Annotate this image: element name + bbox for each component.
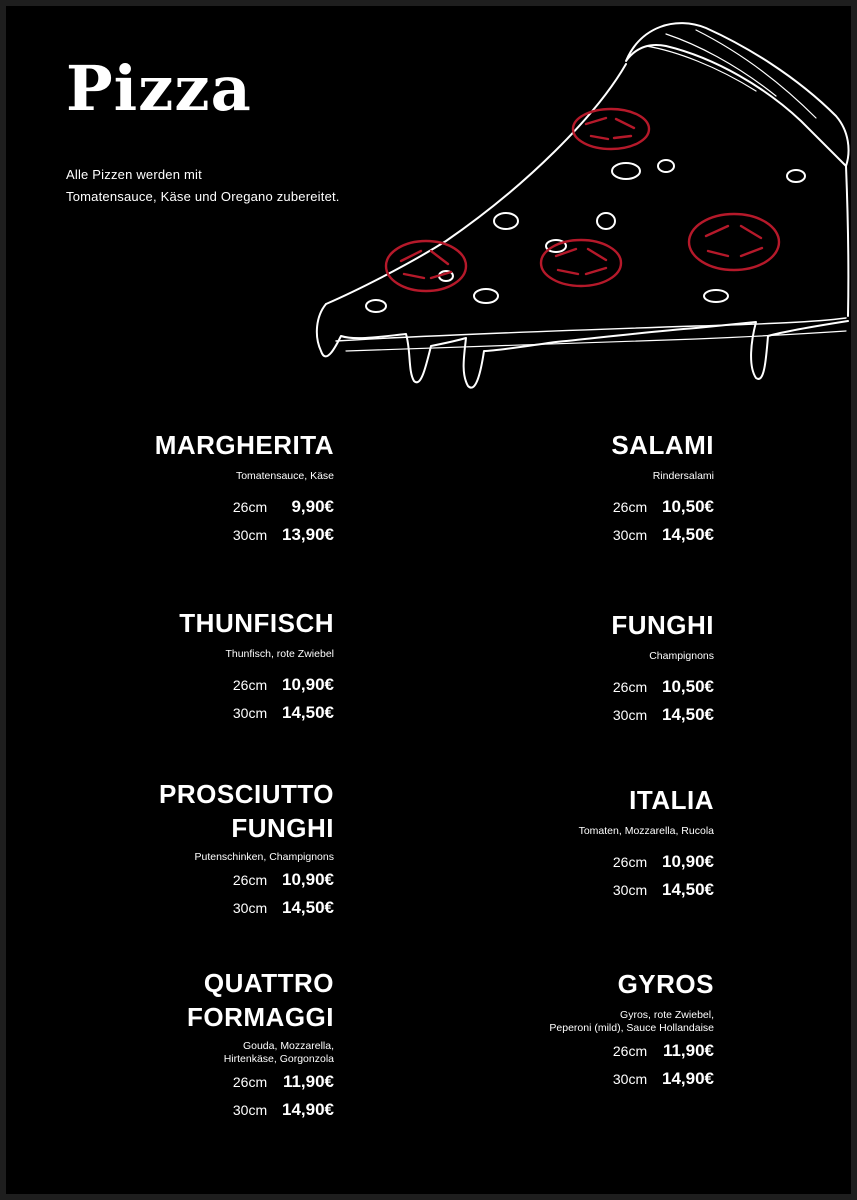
item-name: SALAMI (611, 430, 714, 460)
item-name: FUNGHI (611, 610, 714, 640)
price-row: 30cm 14,50€ (394, 701, 714, 729)
item-description: Rindersalami (652, 470, 714, 482)
price-row: 30cm 14,90€ (394, 1065, 714, 1093)
price-row: 30cm 14,90€ (14, 1096, 334, 1124)
price-value: 10,50€ (662, 677, 714, 696)
pepperoni (689, 214, 779, 270)
menu-item (394, 783, 714, 904)
slice-edge (326, 64, 626, 304)
page-title: Pizza (66, 52, 252, 125)
slice-bottom (317, 304, 848, 388)
price-row: 26cm 10,50€ (394, 493, 714, 521)
price-value: 14,50€ (662, 525, 714, 544)
crust-texture (646, 30, 816, 118)
menu-item (394, 428, 714, 549)
price-value: 11,90€ (662, 1041, 714, 1060)
price-value: 14,50€ (662, 880, 714, 899)
price-row: 30cm 14,50€ (14, 699, 334, 727)
price-value: 13,90€ (282, 525, 334, 544)
pepperoni (573, 109, 649, 149)
subtitle-line: Tomatensauce, Käse und Oregano zubereitet. (66, 189, 340, 204)
item-description: Gouda, Mozzarella, Hirtenkäse, Gorgonzola (223, 1040, 334, 1065)
price-value: 10,90€ (282, 675, 334, 694)
item-description: Gyros, rote Zwiebel, Peperoni (mild), Sauce Hollandaise (549, 1009, 714, 1034)
price-value: 14,90€ (282, 1100, 334, 1119)
price-value: 10,90€ (282, 870, 334, 889)
item-description: Tomatensauce, Käse (235, 470, 334, 482)
item-description: Champignons (649, 650, 714, 662)
slice-bottom (346, 331, 846, 351)
price-row: 26cm 9,90€ (14, 493, 334, 521)
price-row: 26cm 10,90€ (14, 866, 334, 894)
subtitle-line: Alle Pizzen werden mit (66, 167, 202, 182)
menu-item (394, 967, 714, 1093)
price-row: 26cm 11,90€ (14, 1068, 334, 1096)
price-row: 30cm 14,50€ (394, 521, 714, 549)
slice-edge (846, 166, 848, 316)
item-description: Putenschinken, Champignons (194, 851, 334, 863)
pizza-slice-illustration (296, 6, 851, 401)
pepperoni (386, 241, 466, 291)
item-description: Thunfisch, rote Zwiebel (225, 648, 334, 660)
price-value: 10,90€ (662, 852, 714, 871)
price-value: 11,90€ (282, 1072, 334, 1091)
menu-item (394, 608, 714, 729)
price-row: 26cm 10,90€ (394, 848, 714, 876)
item-name: MARGHERITA (154, 430, 334, 460)
menu-item (14, 428, 334, 549)
price-value: 9,90€ (291, 497, 334, 516)
item-name: ITALIA (629, 785, 714, 815)
price-row: 30cm 14,50€ (14, 894, 334, 922)
item-description: Tomaten, Mozzarella, Rucola (578, 825, 714, 837)
menu-page (6, 6, 851, 1194)
pepperoni (541, 240, 621, 286)
price-row: 26cm 11,90€ (394, 1037, 714, 1065)
item-name: GYROS (617, 969, 714, 999)
price-value: 10,50€ (662, 497, 714, 516)
price-value: 14,50€ (282, 898, 334, 917)
price-row: 30cm 13,90€ (14, 521, 334, 549)
price-value: 14,50€ (662, 705, 714, 724)
item-name: PROSCIUTTO FUNGHI (159, 779, 334, 843)
price-row: 26cm 10,90€ (14, 671, 334, 699)
menu-item (14, 966, 334, 1124)
item-name: THUNFISCH (179, 608, 334, 638)
price-value: 14,90€ (662, 1069, 714, 1088)
price-row: 30cm 14,50€ (394, 876, 714, 904)
menu-item (14, 777, 334, 922)
menu-item (14, 606, 334, 727)
price-row: 26cm 10,50€ (394, 673, 714, 701)
price-value: 14,50€ (282, 703, 334, 722)
item-name: QUATTRO FORMAGGI (187, 968, 334, 1032)
crust-outline (626, 23, 849, 166)
